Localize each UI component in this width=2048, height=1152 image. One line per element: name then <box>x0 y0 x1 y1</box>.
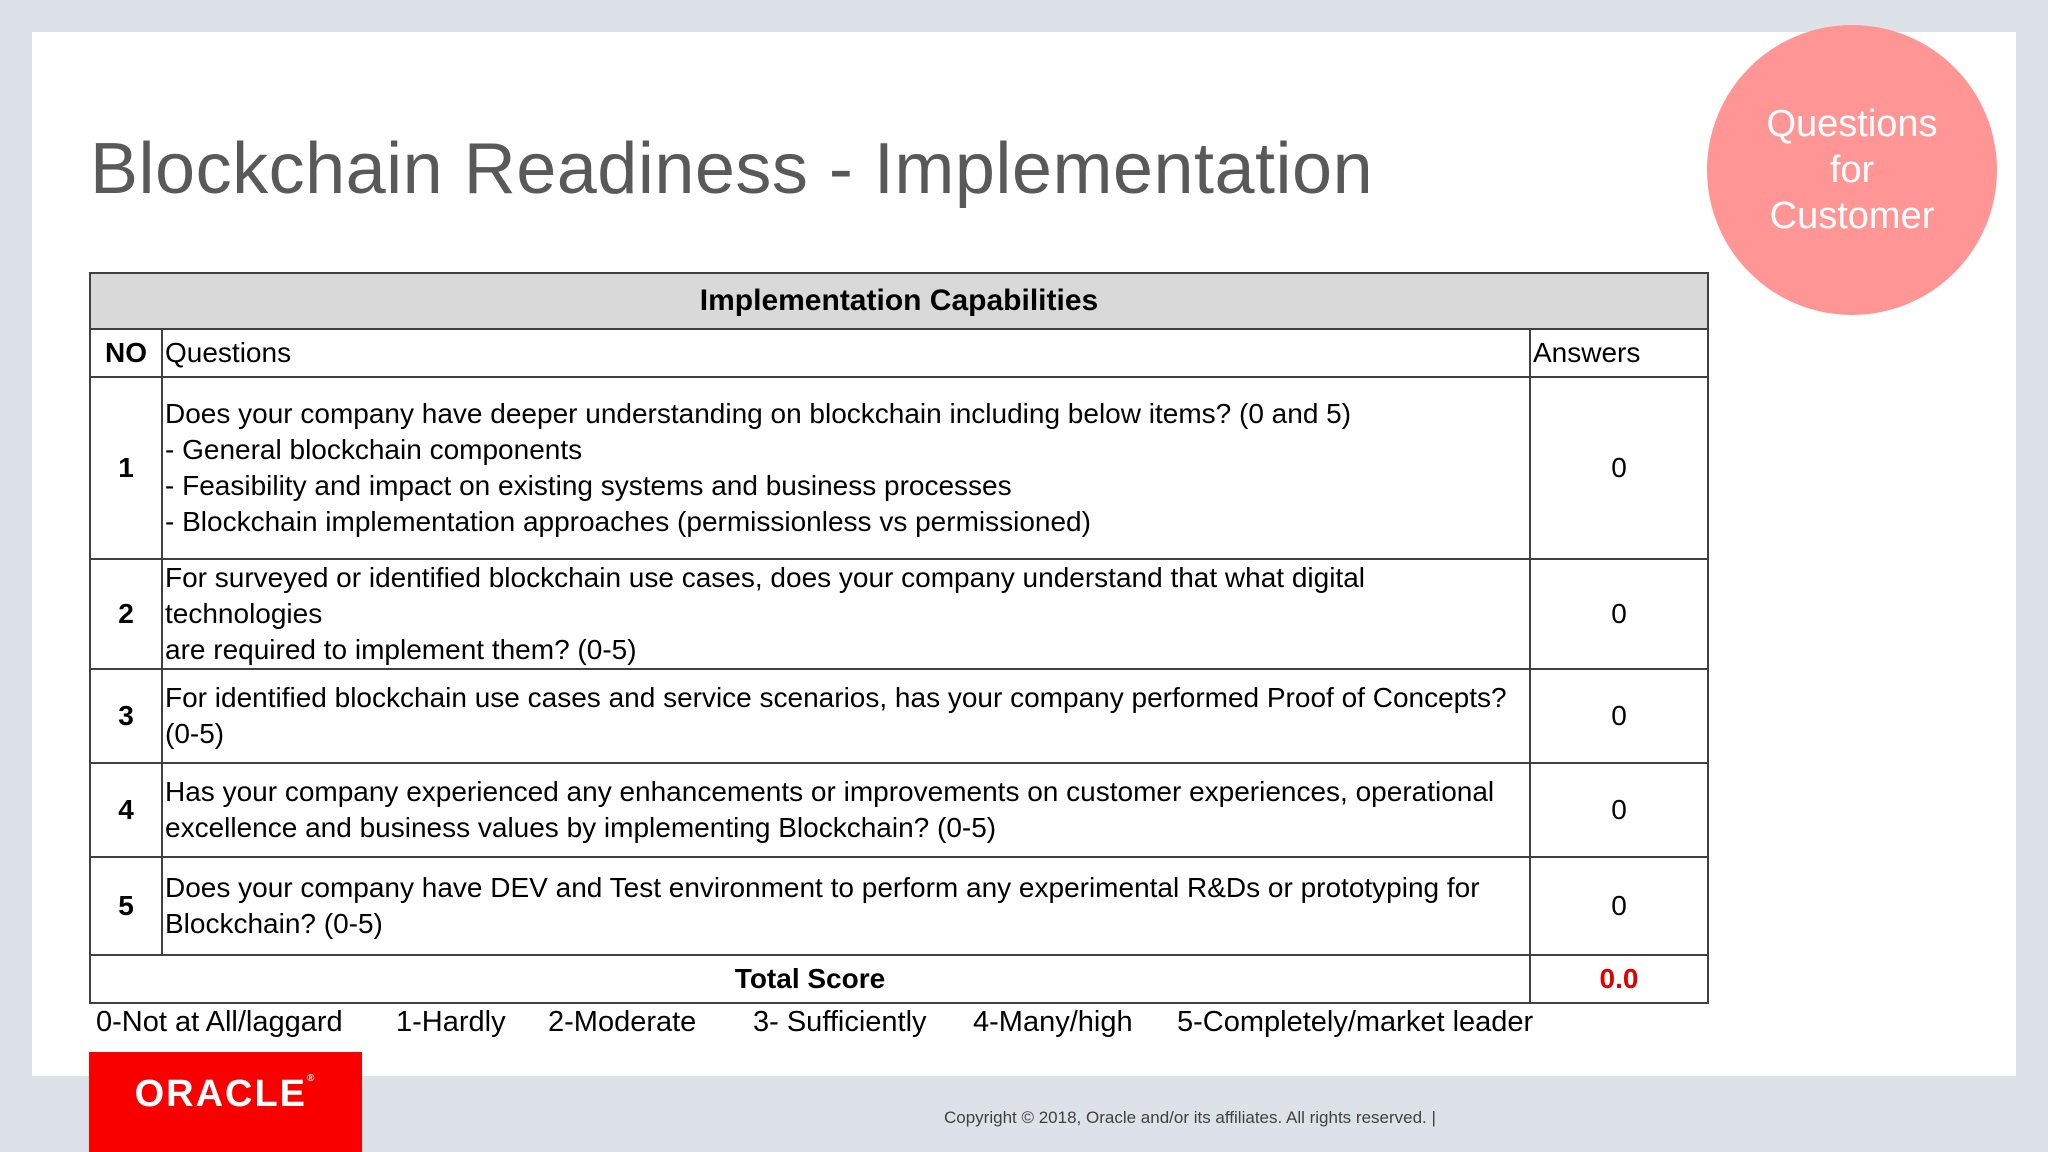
legend-item: 3- Sufficiently <box>753 1006 927 1038</box>
table-row <box>90 857 1708 955</box>
table-heading-row <box>90 273 1708 329</box>
row-number: 4 <box>90 763 162 857</box>
question-line: - General blockchain components <box>165 434 583 465</box>
table-row <box>90 377 1708 559</box>
answer-cell[interactable]: 0 <box>1530 763 1708 857</box>
question-line: - Feasibility and impact on existing systems and business processes <box>165 470 1012 501</box>
column-header-no: NO <box>90 329 162 377</box>
table-heading: Implementation Capabilities <box>90 273 1708 329</box>
question-line: For identified blockchain use cases and service scenarios, has your company performed Proof of Concepts? (0-5) <box>165 682 1507 749</box>
question-line: - Blockchain implementation approaches (permissionless vs permissioned) <box>165 506 1091 537</box>
legend-item: 0-Not at All/laggard <box>96 1006 343 1038</box>
legend-item: 4-Many/high <box>973 1006 1133 1038</box>
question-line: Has your company experienced any enhancements or improvements on customer experiences, operational <box>165 776 1495 807</box>
question-line: Does your company have DEV and Test environment to perform any experimental R&Ds or prototyping for <box>165 872 1480 903</box>
answer-cell[interactable]: 0 <box>1530 669 1708 763</box>
oracle-logo-block <box>89 1052 362 1152</box>
oracle-logo <box>135 1073 317 1116</box>
column-header-questions: Questions <box>162 329 1530 377</box>
question-line: Does your company have deeper understanding on blockchain including below items? (0 and 5) <box>165 398 1352 429</box>
question-cell <box>162 857 1530 955</box>
row-number: 3 <box>90 669 162 763</box>
question-cell <box>162 377 1530 559</box>
legend-item: 5-Completely/market leader <box>1177 1006 1534 1038</box>
capabilities-table <box>89 272 1709 1004</box>
question-line: Blockchain? (0-5) <box>165 908 383 939</box>
total-row <box>90 955 1708 1003</box>
question-cell <box>162 763 1530 857</box>
copyright-notice: Copyright © 2018, Oracle and/or its affiliates. All rights reserved. | <box>944 1108 1436 1127</box>
question-line: are required to implement them? (0-5) <box>165 634 637 665</box>
answer-cell[interactable]: 0 <box>1530 857 1708 955</box>
table-row <box>90 669 1708 763</box>
total-score-value: 0.0 <box>1530 955 1708 1003</box>
row-number: 1 <box>90 377 162 559</box>
row-number: 2 <box>90 559 162 669</box>
legend-item: 1-Hardly <box>396 1006 506 1038</box>
row-number: 5 <box>90 857 162 955</box>
question-line: excellence and business values by implementing Blockchain? (0-5) <box>165 812 997 843</box>
badge-label: Questions for Customer <box>1766 103 1938 237</box>
question-cell <box>162 559 1530 669</box>
oracle-logo-text: ORACLE <box>134 1072 308 1115</box>
total-score-label: Total Score <box>90 955 1530 1003</box>
table-row <box>90 763 1708 857</box>
page-title: Blockchain Readiness - Implementation <box>90 129 1374 209</box>
question-cell <box>162 669 1530 763</box>
legend-item: 2-Moderate <box>548 1006 697 1038</box>
column-header-row <box>90 329 1708 377</box>
column-header-answers: Answers <box>1530 329 1708 377</box>
answer-cell[interactable]: 0 <box>1530 559 1708 669</box>
table-row <box>90 559 1708 669</box>
registered-mark: ® <box>307 1072 317 1084</box>
questions-badge <box>1707 25 1997 315</box>
question-line: For surveyed or identified blockchain use cases, does your company understand that what digital technologies <box>165 562 1366 629</box>
answer-cell[interactable]: 0 <box>1530 377 1708 559</box>
